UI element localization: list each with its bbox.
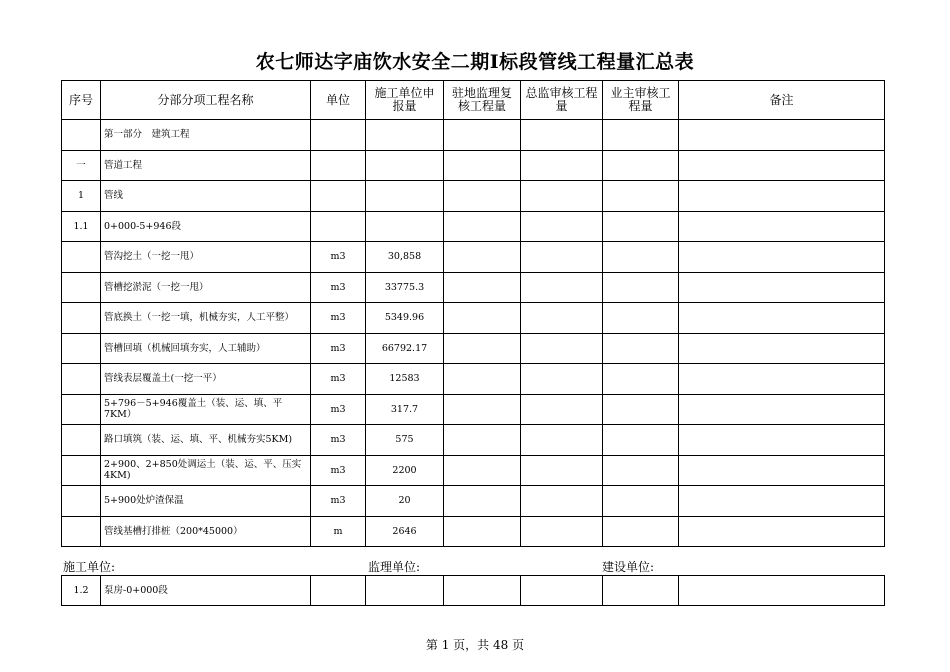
row-contractor-qty: 2646: [366, 516, 444, 547]
row-remark: [679, 303, 885, 334]
row-owner-qty: [603, 333, 679, 364]
row-remark: [679, 425, 885, 456]
header-owner: 业主审核工程量: [603, 81, 679, 120]
row-contractor-qty: 66792.17: [366, 333, 444, 364]
row-supervisor-qty: [444, 303, 521, 334]
row-name: 管底换土（一挖一填，机械夯实，人工平整）: [101, 303, 311, 334]
row-name: 管线表层覆盖土(一挖一平）: [101, 364, 311, 395]
row-unit: [311, 211, 366, 242]
row-remark: [679, 364, 885, 395]
row-name: 管槽回填（机械回填夯实，人工辅助）: [101, 333, 311, 364]
table-row: [62, 181, 885, 212]
row-unit: [311, 181, 366, 212]
row-seq: [62, 394, 101, 425]
row-name: 5+796－5+946覆盖土（装、运、填、平7KM）: [101, 394, 311, 425]
row-name: 管沟挖土（一挖一甩）: [101, 242, 311, 273]
header-name: 分部分项工程名称: [101, 81, 311, 120]
row-supervisor-qty: [444, 333, 521, 364]
row-owner-qty: [603, 364, 679, 395]
page-title: 农七师达字庙饮水安全二期I标段管线工程量汇总表: [255, 51, 695, 73]
row-seq: 1.1: [62, 211, 101, 242]
table-row: [62, 425, 885, 456]
row-unit: m3: [311, 333, 366, 364]
row-supervisor-qty: [444, 181, 521, 212]
row-unit: [311, 150, 366, 181]
row-unit: m3: [311, 303, 366, 334]
header-seq: 序号: [62, 81, 101, 120]
row-contractor-qty: [366, 576, 444, 606]
row-contractor-qty: 317.7: [366, 394, 444, 425]
row-contractor-qty: [366, 120, 444, 151]
row-name: 管线基槽打排桩（200*45000）: [101, 516, 311, 547]
row-remark: [679, 120, 885, 151]
row-contractor-qty: 575: [366, 425, 444, 456]
row-supervisor-qty: [444, 211, 521, 242]
header-supervisor: 驻地监理复核工程量: [444, 81, 521, 120]
row-chief-qty: [521, 181, 603, 212]
row-supervisor-qty: [444, 425, 521, 456]
table-row: [62, 576, 885, 606]
row-remark: [679, 333, 885, 364]
table-row: [62, 455, 885, 486]
quantity-table-continued: [61, 575, 885, 606]
row-supervisor-qty: [444, 576, 521, 606]
row-unit: [311, 576, 366, 606]
row-unit: m3: [311, 425, 366, 456]
owner-signature-label: 建设单位:: [602, 560, 655, 574]
row-unit: m3: [311, 364, 366, 395]
row-supervisor-qty: [444, 486, 521, 517]
row-seq: [62, 242, 101, 273]
row-seq: [62, 516, 101, 547]
table-row: [62, 120, 885, 151]
row-owner-qty: [603, 425, 679, 456]
row-owner-qty: [603, 272, 679, 303]
row-unit: [311, 120, 366, 151]
row-chief-qty: [521, 394, 603, 425]
row-remark: [679, 242, 885, 273]
row-contractor-qty: [366, 150, 444, 181]
row-contractor-qty: 2200: [366, 455, 444, 486]
row-contractor-qty: 5349.96: [366, 303, 444, 334]
row-supervisor-qty: [444, 455, 521, 486]
row-chief-qty: [521, 576, 603, 606]
row-supervisor-qty: [444, 150, 521, 181]
row-seq: [62, 272, 101, 303]
row-seq: [62, 425, 101, 456]
header-remark: 备注: [679, 81, 885, 120]
contractor-signature-label: 施工单位:: [63, 560, 116, 574]
quantity-table: [61, 80, 885, 547]
row-remark: [679, 516, 885, 547]
table-row: [62, 364, 885, 395]
row-owner-qty: [603, 211, 679, 242]
table-row: [62, 303, 885, 334]
row-name: 路口填筑（装、运、填、平、机械夯实5KM): [101, 425, 311, 456]
row-contractor-qty: 12583: [366, 364, 444, 395]
row-contractor-qty: [366, 181, 444, 212]
header-chief: 总监审核工程量: [521, 81, 603, 120]
table-row: [62, 486, 885, 517]
row-name: 泵房-0+000段: [101, 576, 311, 606]
table-row: [62, 516, 885, 547]
row-owner-qty: [603, 455, 679, 486]
row-owner-qty: [603, 516, 679, 547]
row-seq: [62, 333, 101, 364]
row-name: 5+900处炉渣保温: [101, 486, 311, 517]
row-remark: [679, 576, 885, 606]
row-chief-qty: [521, 486, 603, 517]
row-supervisor-qty: [444, 364, 521, 395]
row-seq: 1: [62, 181, 101, 212]
row-owner-qty: [603, 394, 679, 425]
table-row: [62, 394, 885, 425]
row-supervisor-qty: [444, 516, 521, 547]
supervisor-signature-label: 监理单位:: [368, 560, 421, 574]
row-owner-qty: [603, 303, 679, 334]
row-unit: m3: [311, 242, 366, 273]
table-row: [62, 150, 885, 181]
row-remark: [679, 211, 885, 242]
row-unit: m3: [311, 486, 366, 517]
table-row: [62, 242, 885, 273]
table-header-row: [62, 81, 885, 120]
row-chief-qty: [521, 242, 603, 273]
row-seq: [62, 364, 101, 395]
row-remark: [679, 150, 885, 181]
row-contractor-qty: [366, 211, 444, 242]
row-contractor-qty: 30,858: [366, 242, 444, 273]
row-name: 管道工程: [101, 150, 311, 181]
row-supervisor-qty: [444, 120, 521, 151]
table-row: [62, 211, 885, 242]
row-chief-qty: [521, 455, 603, 486]
row-chief-qty: [521, 120, 603, 151]
row-chief-qty: [521, 211, 603, 242]
row-unit: m3: [311, 394, 366, 425]
row-contractor-qty: 33775.3: [366, 272, 444, 303]
row-contractor-qty: 20: [366, 486, 444, 517]
row-seq: 一: [62, 150, 101, 181]
row-name: 管线: [101, 181, 311, 212]
row-seq: [62, 455, 101, 486]
row-owner-qty: [603, 181, 679, 212]
table-row: [62, 272, 885, 303]
row-seq: 1.2: [62, 576, 101, 606]
row-supervisor-qty: [444, 394, 521, 425]
row-seq: [62, 303, 101, 334]
row-name: 2+900、2+850处调运土（装、运、平、压实4KM): [101, 455, 311, 486]
row-owner-qty: [603, 120, 679, 151]
row-remark: [679, 455, 885, 486]
row-owner-qty: [603, 576, 679, 606]
row-owner-qty: [603, 150, 679, 181]
row-chief-qty: [521, 425, 603, 456]
header-unit: 单位: [311, 81, 366, 120]
table-row: [62, 333, 885, 364]
row-unit: m3: [311, 272, 366, 303]
header-contractor: 施工单位申报量: [366, 81, 444, 120]
row-owner-qty: [603, 486, 679, 517]
row-chief-qty: [521, 364, 603, 395]
row-name: 管槽挖淤泥（一挖一甩）: [101, 272, 311, 303]
row-chief-qty: [521, 272, 603, 303]
row-chief-qty: [521, 333, 603, 364]
row-remark: [679, 486, 885, 517]
row-supervisor-qty: [444, 272, 521, 303]
row-chief-qty: [521, 303, 603, 334]
row-unit: m3: [311, 455, 366, 486]
row-supervisor-qty: [444, 242, 521, 273]
row-name: 0+000-5+946段: [101, 211, 311, 242]
row-remark: [679, 394, 885, 425]
row-owner-qty: [603, 242, 679, 273]
page-footer: 第 1 页，共 48 页: [425, 638, 525, 652]
row-unit: m: [311, 516, 366, 547]
row-chief-qty: [521, 516, 603, 547]
row-chief-qty: [521, 150, 603, 181]
row-remark: [679, 181, 885, 212]
row-remark: [679, 272, 885, 303]
row-seq: [62, 120, 101, 151]
row-name: 第一部分 建筑工程: [101, 120, 311, 151]
row-seq: [62, 486, 101, 517]
